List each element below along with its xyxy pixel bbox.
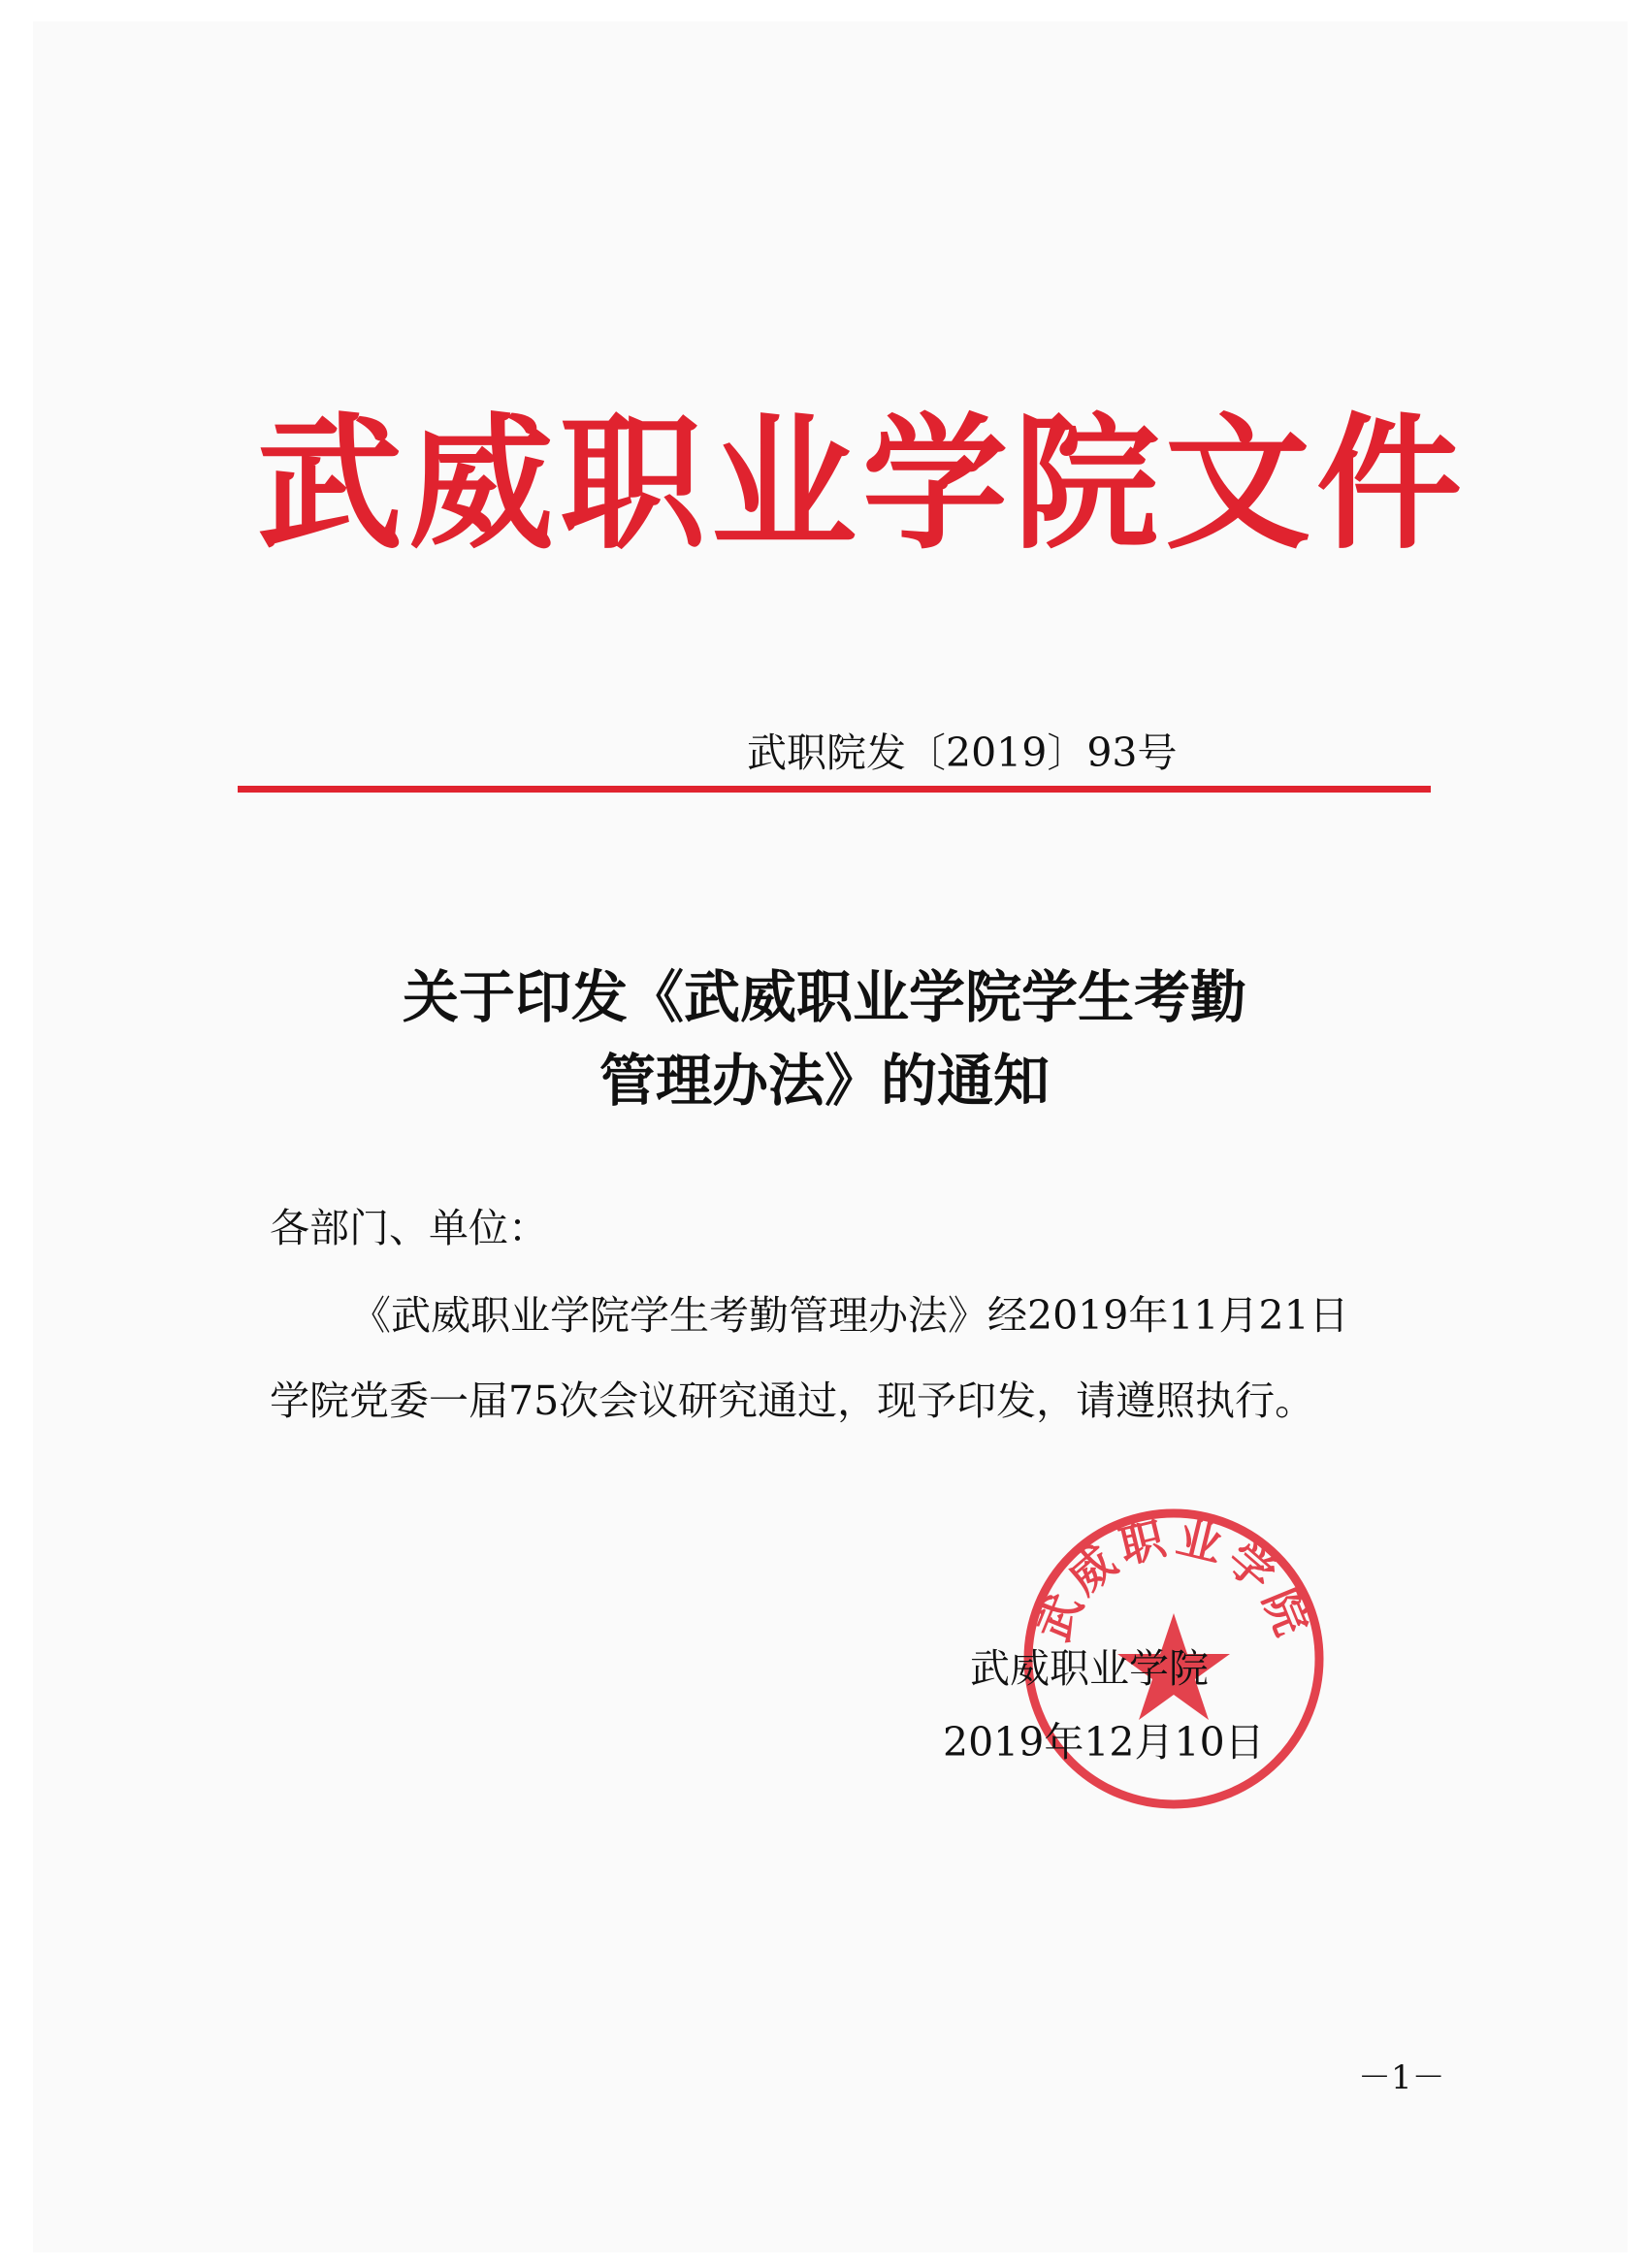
- seal-text-path: 武威职业学院: [1026, 1510, 1321, 1648]
- salutation: 各部门、单位：: [270, 1205, 548, 1251]
- notice-title: [291, 956, 1358, 1122]
- body-line-2: 学院党委一届75次会议研究通过，现予印发，请遵照执行。: [270, 1377, 1315, 1424]
- document-header-title: 武威职业学院文件: [257, 401, 1469, 569]
- document-number: 武职院发〔2019〕93号: [747, 729, 1178, 776]
- signature-organization: 武威职业学院: [970, 1645, 1209, 1692]
- body-line-1: 《武威职业学院学生考勤管理办法》经2019年11月21日: [351, 1292, 1349, 1339]
- red-divider-line: [238, 786, 1431, 793]
- notice-body: [270, 1273, 1443, 1443]
- document-page: [33, 21, 1628, 2252]
- page-number: －1－: [1358, 2058, 1445, 2097]
- signature-date: 2019年12月10日: [943, 1719, 1265, 1766]
- notice-title-line-1: 关于印发《武威职业学院学生考勤: [402, 964, 1246, 1030]
- notice-title-line-2: 管理办法》的通知: [598, 1048, 1050, 1114]
